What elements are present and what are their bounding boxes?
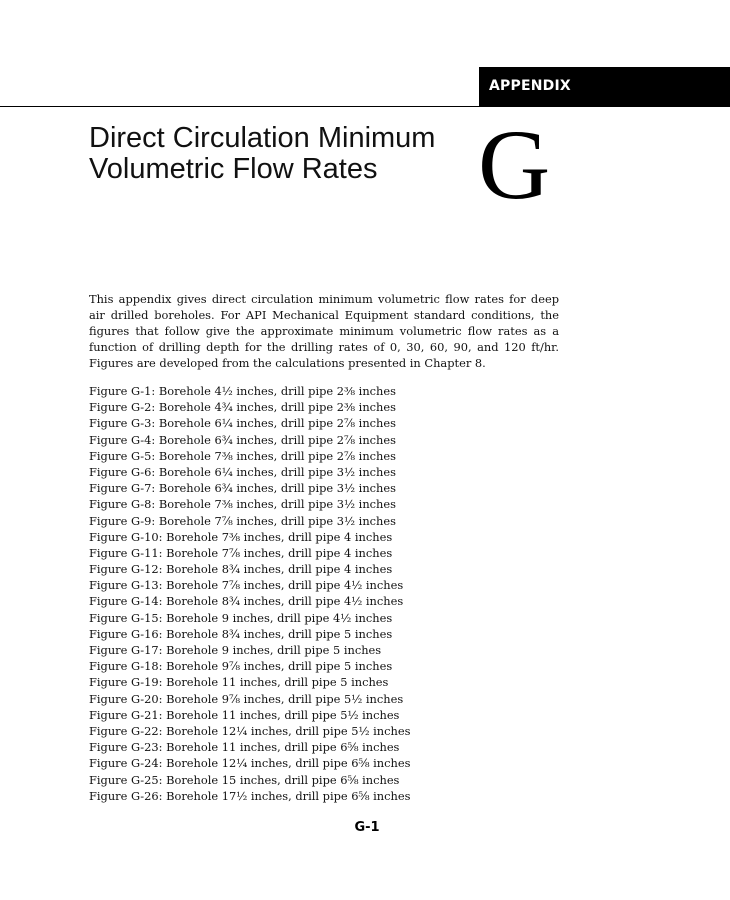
appendix-letter: G [478,109,551,220]
intro-paragraph: This appendix gives direct circulation minimum volumetric flow rates for deep air drilled boreholes. For API Mechanical Equipment standard conditions, the figures that follow give the approximate minimum volumetric flow rates as a function of drilling depth for the drilling rates of 0, 30, 60, 90, and 120 ft/hr. Figures are developed from the calculations presented in Chapter 8. [89,292,559,370]
figure-item: Figure G-21: Borehole 11 inches, drill pipe 5½ inches [89,707,400,722]
figure-item: Figure G-13: Borehole 7⅞ inches, drill pipe 4½ inches [89,578,404,593]
figure-item: Figure G-8: Borehole 7⅜ inches, drill pipe 3½ inches [89,497,396,512]
figure-item: Figure G-5: Borehole 7⅜ inches, drill pipe 2⅞ inches [89,448,396,463]
figure-item: Figure G-1: Borehole 4½ inches, drill pipe 2⅜ inches [89,384,396,398]
figure-item: Figure G-24: Borehole 12¼ inches, drill pipe 6⅝ inches [89,756,411,771]
figure-item: Figure G-6: Borehole 6¼ inches, drill pipe 3½ inches [89,464,396,479]
figure-item: Figure G-14: Borehole 8¾ inches, drill pipe 4½ inches [89,594,404,609]
page-title [89,123,469,185]
figure-item: Figure G-4: Borehole 6¾ inches, drill pipe 2⅞ inches [89,432,396,447]
figure-item: Figure G-3: Borehole 6¼ inches, drill pipe 2⅞ inches [89,416,396,431]
figure-item: Figure G-23: Borehole 11 inches, drill pipe 6⅝ inches [89,740,400,755]
figure-item: Figure G-12: Borehole 8¾ inches, drill pipe 4 inches [89,562,393,577]
figure-item: Figure G-2: Borehole 4¾ inches, drill pipe 2⅜ inches [89,400,396,415]
title-line-2: Volumetric Flow Rates [89,153,378,185]
title-line-1: Direct Circulation Minimum [89,122,436,154]
figure-item: Figure G-22: Borehole 12¼ inches, drill pipe 5½ inches [89,723,411,738]
figure-item: Figure G-16: Borehole 8¾ inches, drill pipe 5 inches [89,626,393,641]
figure-item: Figure G-17: Borehole 9 inches, drill pipe 5 inches [89,643,382,657]
figure-item: Figure G-11: Borehole 7⅞ inches, drill pipe 4 inches [89,545,393,560]
figure-list [89,383,410,804]
figure-item: Figure G-20: Borehole 9⅞ inches, drill pipe 5½ inches [89,691,404,706]
appendix-label: APPENDIX [489,78,571,94]
figure-item: Figure G-18: Borehole 9⅞ inches, drill pipe 5 inches [89,659,393,674]
figure-item: Figure G-15: Borehole 9 inches, drill pipe 4½ inches [89,610,393,625]
figure-item: Figure G-26: Borehole 17½ inches, drill pipe 6⅝ inches [89,788,411,803]
figure-item: Figure G-7: Borehole 6¾ inches, drill pipe 3½ inches [89,481,396,496]
figure-item: Figure G-10: Borehole 7⅜ inches, drill pipe 4 inches [89,529,393,544]
figure-item: Figure G-25: Borehole 15 inches, drill pipe 6⅝ inches [89,772,400,787]
figure-item: Figure G-9: Borehole 7⅞ inches, drill pipe 3½ inches [89,513,396,528]
appendix-tab [479,67,730,107]
page-number: G-1 [354,820,380,835]
figure-item: Figure G-19: Borehole 11 inches, drill pipe 5 inches [89,675,389,690]
